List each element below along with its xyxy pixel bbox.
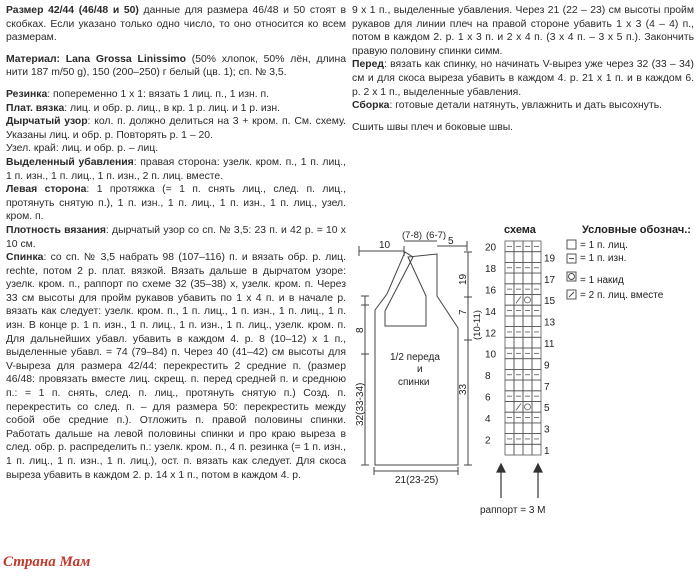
chart-cell (523, 380, 532, 391)
chart-cell (514, 316, 523, 327)
legend-knit-icon (567, 240, 576, 249)
chart-cell (523, 337, 532, 348)
chart-row-label: 12 (485, 328, 497, 340)
chart-cell (505, 316, 514, 327)
size-heading: Размер 42/44 (46/48 и 50) (6, 5, 139, 16)
front-heading: Перед (352, 59, 384, 71)
dim-right-range: (10-11) (472, 310, 483, 340)
chart-cell (505, 444, 514, 455)
dim-left-height: 32(33-34) (355, 382, 366, 426)
chart-cell (505, 252, 514, 263)
chart-right-labels (544, 253, 556, 457)
continuation-paragraph: 9 х 1 п., выделенные убавления. Через 21 (22 – 23) см высоты пройм рукавов для линии плеч на правой стороне убавить 1 х 3 (4 – 4) п., потом в каждом 2. р. 1 х 3 п. и 2 х 4 п. (3 х 4 п. – 3 х 5 п.). Закончить правую половину спинки симм. (352, 5, 694, 57)
plain-heading: Плат. вязка (6, 102, 65, 114)
k2tog-mark (516, 404, 521, 411)
edge-paragraph: Узел. край: лиц. и обр. р. – лиц. (6, 143, 159, 155)
chart-cell (514, 273, 523, 284)
chart-cell (505, 295, 514, 306)
chart-row-label: 6 (485, 392, 491, 404)
chart-cell (505, 337, 514, 348)
chart-cell (532, 337, 541, 348)
dim-top-left: 10 (379, 240, 391, 251)
chart-left-labels (485, 243, 497, 447)
chart-row-label: 10 (485, 349, 497, 361)
chart-cell (523, 444, 532, 455)
left-side-heading: Левая сторона (6, 184, 87, 196)
chart-row-label: 14 (485, 306, 497, 318)
dim-top-mid-a: (7-8) (402, 230, 423, 241)
dim-top-5: 5 (448, 236, 454, 247)
size-text: данные для размера 46/48 и 50 стоят в скобках. Если указано только одно число, то оно относится ко всем размерам. (6, 5, 347, 44)
front-text: : вязать как спинку, но начинать V-вырез уже через 32 (33 – 34) см и для скоса выреза убавить в каждом 4. р. 21 х 1 п. и в каждом 6. р. 2 х 1 п., выделенные убавления. (352, 59, 694, 98)
chart-row-label: 9 (544, 360, 550, 372)
chart-cell (505, 402, 514, 413)
back-heading: Спинка (6, 252, 44, 264)
lace-text: : кол. п. должно делиться на 3 + кром. п. См. схему. Указаны лиц. и обр. р. Повторять р. 1 – 20. (6, 116, 346, 141)
chart-row-label: 17 (544, 274, 556, 286)
chart-cell (523, 252, 532, 263)
chart-cell (514, 444, 523, 455)
dim-right-7: 7 (458, 309, 469, 315)
chart-cell (532, 252, 541, 263)
material-text: (50% хлопок, 50% лён, длина нити 187 m/50 g), 150 (200–250) г белый (цв. 1); сп. № 3,5. (6, 53, 346, 79)
chart-row-label: 3 (544, 424, 550, 436)
chart-row-label: 2 (485, 435, 491, 447)
chart-arrows (497, 464, 542, 498)
left-side-text: : 1 протяжка (= 1 п. снять лиц., след. п. лиц., протянуть снятую п.), 1 п. изн., 1 п. лиц., 1 п. изн., 1 п. лиц., узел. кром. п. (6, 184, 347, 223)
decrease-heading: Выделенный убавления (6, 156, 134, 168)
chart-cell (505, 273, 514, 284)
chart-cell (532, 444, 541, 455)
chart-row-label: 20 (485, 242, 497, 254)
chart-row-label: 8 (485, 371, 491, 383)
rib-heading: Резинка (6, 88, 48, 100)
chart-cell (532, 402, 541, 413)
chart-cell (505, 380, 514, 391)
chart-cell (532, 423, 541, 434)
chart-row-label: 11 (544, 339, 555, 350)
chart-row-label: 15 (544, 296, 556, 308)
center-label-line2: и (417, 364, 423, 375)
chart-cell (514, 423, 523, 434)
chart-cell (532, 359, 541, 370)
k2tog-mark (516, 297, 521, 304)
assembly-text: : готовые детали натянуть, увлажнить и дать высохнуть. (389, 100, 663, 112)
chart-row-label: 4 (485, 413, 491, 425)
chart-cell (523, 316, 532, 327)
chart-cell (523, 273, 532, 284)
dim-right-33: 33 (458, 383, 469, 395)
material-heading: Материал: Lana Grossa Linissimo (6, 53, 186, 65)
rapport-label: раппорт = 3 М (480, 505, 546, 516)
legend-item-purl: = 1 п. изн. (580, 253, 627, 264)
chart-cell (505, 423, 514, 434)
gauge-text: : дырчатый узор со сп. № 3,5: 23 п. и 42 р. = 10 х 10 см. (6, 224, 346, 250)
gauge-heading: Плотность вязания (6, 224, 106, 236)
dim-top-mid-b: (6-7) (426, 230, 447, 241)
chart-cell (532, 380, 541, 391)
lace-heading: Дырчатый узор (6, 116, 88, 128)
chart-row-label: 18 (485, 264, 497, 276)
legend-title: Условные обознач.: (582, 224, 691, 236)
chart-cell (532, 316, 541, 327)
chart-grid (505, 241, 541, 455)
chart-row-label: 16 (485, 285, 497, 297)
center-label-line1: 1/2 переда (390, 352, 440, 363)
chart-row-label: 5 (544, 403, 550, 415)
site-logo: Страна Мам (3, 554, 91, 570)
plain-text: : лиц. и обр. р. лиц., в кр. 1 р. лиц. и 1 р. изн. (64, 102, 281, 114)
arrow-right-head (534, 464, 542, 472)
dim-left-8: 8 (355, 327, 366, 333)
decrease-text: : правая сторона: узелк. кром. п., 1 п. лиц., 1 п. изн., 1 п. лиц., 1 п. изн., 2 п. лиц. вместе. (6, 156, 347, 182)
chart-cell (514, 252, 523, 263)
dim-bottom: 21(23-25) (395, 475, 439, 486)
chart-title: схема (504, 224, 536, 236)
chart-cell (523, 423, 532, 434)
back-text: : со сп. № 3,5 набрать 98 (107–116) п. и вязать обр. р. лиц. rechte, потом 2 р. плат. вязкой. Вязать дальше в дырчатом узоре: узелк. кром. п., раппорт по схеме 32 (35–38) х, узелк. кром. п. Через 33 см высоты для пройм рукавов убавить по 1 х 4 п. и в начале р. вязать как следует: узелк. кром. п., 1 п. лиц., 1 п. изн., 1 п. лиц., 1 п. изн. В конце р. 1 п. изн., 1 п. лиц., 1 п. изн., 1 п. лиц., узелк. кром. п. Для дальнейших убавл. убавить в каждом 4. р. 8 (10–12) х 1 п., выделенные убавл. = 74 (79–84) п. Через 40 (41–42) см высоты для V-выреза для размера 42/44: перекрестить 2 средние п. (размер 46/48: провязать вместе лиц. скрещ. п. перед средней п. и среднюю п.: = 1 п. снять, след. п. лиц., протянуть снятую п.) Созд. п. перекрестить со след. п. – для размера 50: перекрестить между собой обе средние п.). Отложить п. правой половины спинки. Работать дальше на левой половины спинки и про краю выреза в след. обр. р. распределить п.: узелк. кром. п., 4 п. резинка (= 1 п. изн., 1 п. лиц., 1 п. изн., 1 п. лиц.), ост. п. вязать как следует. Для скоса выреза убавить в каждом 2. р. 14 х 1 п., потом в каждом 4. р. (6, 252, 346, 481)
chart-cell (514, 337, 523, 348)
dim-right-19: 19 (458, 273, 469, 285)
yarnover-mark (525, 297, 531, 303)
legend-item-k2tog: = 2 п. лиц. вместе (580, 290, 664, 301)
chart-cell (532, 295, 541, 306)
assembly-heading: Сборка (352, 100, 390, 112)
arrow-left-head (497, 464, 505, 472)
seams-paragraph: Сшить швы плеч и боковые швы. (352, 121, 514, 133)
chart-row-label: 1 (544, 446, 550, 457)
yarnover-mark (525, 404, 531, 410)
legend-symbols (567, 240, 576, 299)
chart-cell (514, 380, 523, 391)
legend-item-knit: = 1 п. лиц. (580, 240, 628, 251)
chart-row-label: 19 (544, 253, 556, 265)
legend-item-yarnover: = 1 накид (580, 275, 624, 286)
chart-row-label: 7 (544, 381, 550, 393)
chart-cell (505, 359, 514, 370)
chart-row-label: 13 (544, 317, 556, 329)
center-label-line3: спинки (398, 377, 430, 388)
chart-cell (532, 273, 541, 284)
chart-cell (523, 359, 532, 370)
chart-cell (514, 359, 523, 370)
rib-text: : попеременно 1 х 1: вязать 1 лиц. п., 1 изн. п. (47, 88, 269, 100)
